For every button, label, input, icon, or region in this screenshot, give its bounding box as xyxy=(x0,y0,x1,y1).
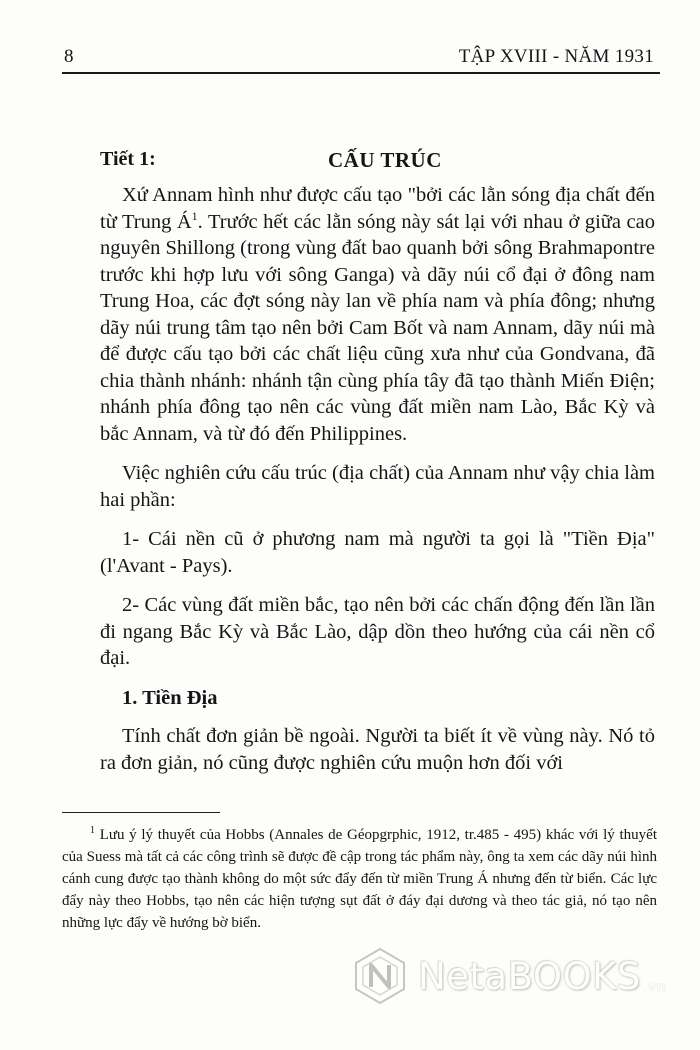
section-label: Tiết 1: xyxy=(100,148,156,170)
footnote-reference: 1 xyxy=(191,208,198,223)
main-text xyxy=(100,148,655,776)
footnote-text: Lưu ý lý thuyết của Hobbs (Annales de Géopgrphic, 1912, tr.485 - 495) khác với lý thuyết của Suess mà tất cả các công trình sẽ được đề cập trong tác phẩm này, ông ta xem các dãy núi hình cánh cung được tạo thành không do một sức đẩy đến từ miền Trung Á nhưng đến từ biển. Các lực đẩy này theo Hobbs, tạo nên các hiện tượng sụt đất ở đáy đại dương và theo tác giả, nó tạo nên những lực đẩy về hướng bờ biển. xyxy=(62,827,657,931)
page-header xyxy=(62,40,660,74)
footnote xyxy=(62,824,657,934)
paragraph-3: 1- Cái nền cũ ở phương nam mà người ta gọi là "Tiền Địa" (l'Avant - Pays). xyxy=(100,528,655,577)
footnote-mark: 1 xyxy=(90,825,95,836)
paragraph-1-rest: . Trước hết các lằn sóng này sát lại với nhau ở giữa cao nguyên Shillong (trong vùng đất bao quanh bởi sông Brahmapontre trước khi hợp lưu với sông Ganga) và dãy núi cổ đại ở đông nam Trung Hoa, các đợt sóng này lan về phía nam và phía đông; nhưng dãy núi trung tâm tạo nên bởi Cam Bốt và nam Annam, dãy núi mà để được cấu tạo bởi các chất liệu cũng xưa như của Gondvana, đã chia thành nhánh: nhánh tận cùng phía tây đã tạo thành Miến Điện; nhánh phía đông tạo nên các vùng đất miền nam Lào, Bắc Kỳ và bắc Annam, và từ đó đến Philippines. xyxy=(100,210,655,445)
section-title: CẤU TRÚC xyxy=(328,148,442,172)
paragraph-1 xyxy=(100,182,655,447)
page-number: 8 xyxy=(64,46,74,67)
paragraph-2: Việc nghiên cứu cấu trúc (địa chất) của Annam như vậy chia làm hai phần: xyxy=(100,462,655,511)
paragraph-5: Tính chất đơn giản bề ngoài. Người ta biết ít về vùng này. Nó tỏ ra đơn giản, nó cũng được nghiên cứu muộn hơn đối với xyxy=(100,725,655,774)
footnote-divider xyxy=(62,812,220,813)
section-heading xyxy=(100,148,655,182)
subheading: 1. Tiền Địa xyxy=(122,686,218,709)
paragraph-1-start: Xứ Annam hình như được cấu tạo "bởi các lằn sóng địa chất đến từ Trung Á xyxy=(100,184,655,233)
running-head: TẬP XVIII - NĂM 1931 xyxy=(458,46,654,67)
netabooks-logo-icon xyxy=(350,946,410,1006)
watermark-text: NetaBOOKS xyxy=(417,954,641,998)
watermark xyxy=(350,944,666,1008)
paragraph-4: 2- Các vùng đất miền bắc, tạo nên bởi các chấn động đến lần lần đi ngang Bắc Kỳ và Bắc Lào, dập dồn theo hướng của cái nền cổ đại. xyxy=(100,594,655,669)
watermark-suffix: .vn xyxy=(642,978,666,996)
